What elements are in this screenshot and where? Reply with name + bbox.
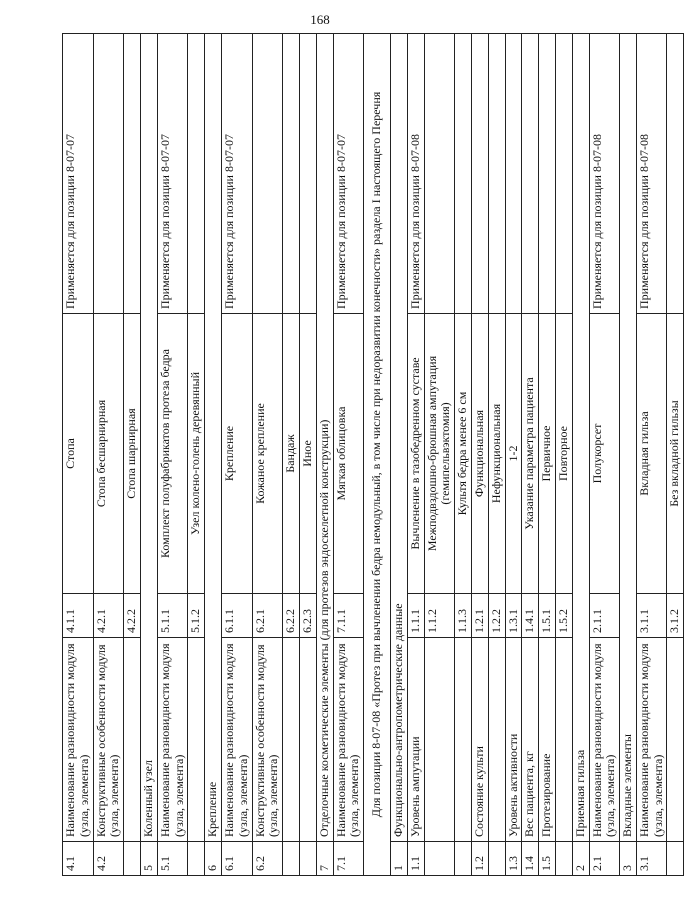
table-row <box>424 34 455 876</box>
table-row <box>188 34 205 876</box>
row-number: 2.1 <box>589 842 620 876</box>
section-note-row <box>364 34 391 876</box>
value-description: Вкладная гильза <box>636 314 667 594</box>
row-number: 3.1 <box>636 842 667 876</box>
row-number: 6 <box>205 842 222 876</box>
value-description: 1-2 <box>505 314 522 594</box>
table-row <box>522 34 539 876</box>
table-row <box>455 34 472 876</box>
table-row <box>471 34 488 876</box>
parameter-name <box>488 638 505 842</box>
value-code: 1.5.2 <box>555 594 572 638</box>
applicability-note <box>424 34 455 314</box>
table-row <box>407 34 424 876</box>
parameter-name: Вес пациента, кг <box>522 638 539 842</box>
section-title: Функционально-антропометрические данные <box>390 34 407 842</box>
applicability-note <box>522 34 539 314</box>
value-description: Иное <box>299 314 316 594</box>
page-number: 168 <box>310 12 330 27</box>
value-code: 5.1.1 <box>157 594 188 638</box>
value-description: Первичное <box>539 314 556 594</box>
section-row <box>572 34 589 876</box>
parameter-name <box>555 638 572 842</box>
parameter-name <box>283 638 300 842</box>
section-note: Для позиции 8-07-08 «Протез при вычленении бедра немодульный, в том числе при недоразвитии конечности» раздела I настоящего Перечня <box>364 34 391 876</box>
value-code: 1.2.1 <box>471 594 488 638</box>
table-body <box>63 34 684 876</box>
table-row <box>221 34 252 876</box>
section-row <box>316 34 333 876</box>
parameter-name: Наименование разновидности модуля (узла, элемента) <box>636 638 667 842</box>
applicability-note: Применяется для позиции 8-07-08 <box>589 34 620 314</box>
value-code: 1.1.2 <box>424 594 455 638</box>
applicability-note <box>539 34 556 314</box>
table-row <box>667 34 684 876</box>
table-row <box>636 34 667 876</box>
value-code: 4.2.1 <box>93 594 124 638</box>
value-description: Стопа <box>63 314 94 594</box>
row-number <box>555 842 572 876</box>
parameter-name <box>455 638 472 842</box>
applicability-note <box>555 34 572 314</box>
applicability-note: Применяется для позиции 8-07-08 <box>636 34 667 314</box>
row-number: 1.1 <box>407 842 424 876</box>
applicability-note <box>455 34 472 314</box>
table-row <box>157 34 188 876</box>
value-code: 1.2.2 <box>488 594 505 638</box>
row-number <box>424 842 455 876</box>
table-row <box>299 34 316 876</box>
parameter-name: Протезирование <box>539 638 556 842</box>
value-description: Функциональная <box>471 314 488 594</box>
row-number: 6.2 <box>252 842 283 876</box>
value-code: 3.1.1 <box>636 594 667 638</box>
value-code: 1.5.1 <box>539 594 556 638</box>
section-row <box>205 34 222 876</box>
parameter-name: Наименование разновидности модуля (узла, элемента) <box>221 638 252 842</box>
rotated-table-wrapper <box>62 34 682 876</box>
row-number: 1 <box>390 842 407 876</box>
parameter-name <box>124 638 141 842</box>
value-code: 1.4.1 <box>522 594 539 638</box>
value-description: Повторное <box>555 314 572 594</box>
row-number <box>455 842 472 876</box>
value-code: 6.1.1 <box>221 594 252 638</box>
parameter-name <box>188 638 205 842</box>
applicability-note: Применяется для позиции 8-07-08 <box>407 34 424 314</box>
value-code: 5.1.2 <box>188 594 205 638</box>
value-description: Без вкладной гильзы <box>667 314 684 594</box>
row-number <box>283 842 300 876</box>
value-description: Бандаж <box>283 314 300 594</box>
applicability-note: Применяется для позиции 8-07-07 <box>221 34 252 314</box>
applicability-note <box>252 34 283 314</box>
parameter-name <box>299 638 316 842</box>
row-number: 5 <box>140 842 157 876</box>
value-description: Вычленение в тазобедренном суставе <box>407 314 424 594</box>
value-code: 1.3.1 <box>505 594 522 638</box>
parameter-name: Уровень ампутации <box>407 638 424 842</box>
applicability-note <box>505 34 522 314</box>
applicability-note <box>299 34 316 314</box>
value-description: Стопа бесшарнирная <box>93 314 124 594</box>
applicability-note: Применяется для позиции 8-07-07 <box>63 34 94 314</box>
section-row <box>620 34 637 876</box>
row-number: 7.1 <box>333 842 364 876</box>
row-number <box>188 842 205 876</box>
value-description: Стопа шарнирная <box>124 314 141 594</box>
table-row <box>124 34 141 876</box>
parameter-name: Конструктивные особенности модуля (узла, элемента) <box>252 638 283 842</box>
section-title: Вкладные элементы <box>620 34 637 842</box>
row-number <box>299 842 316 876</box>
value-code: 3.1.2 <box>667 594 684 638</box>
value-description: Культя бедра менее 6 см <box>455 314 472 594</box>
row-number: 7 <box>316 842 333 876</box>
row-number: 2 <box>572 842 589 876</box>
value-code: 1.1.3 <box>455 594 472 638</box>
table-row <box>63 34 94 876</box>
table-row <box>488 34 505 876</box>
applicability-note <box>188 34 205 314</box>
applicability-note <box>93 34 124 314</box>
value-description: Межподвздошно-брюшная ампутация (гемипельвэктомия) <box>424 314 455 594</box>
applicability-note: Применяется для позиции 8-07-07 <box>157 34 188 314</box>
row-number: 1.4 <box>522 842 539 876</box>
row-number <box>488 842 505 876</box>
table-row <box>589 34 620 876</box>
parameter-name <box>424 638 455 842</box>
value-code: 7.1.1 <box>333 594 364 638</box>
row-number: 4.2 <box>93 842 124 876</box>
value-code: 6.2.3 <box>299 594 316 638</box>
value-code: 4.1.1 <box>63 594 94 638</box>
section-row <box>390 34 407 876</box>
table-row <box>252 34 283 876</box>
parameter-name: Конструктивные особенности модуля (узла, элемента) <box>93 638 124 842</box>
parameter-name: Состояние культи <box>471 638 488 842</box>
row-number: 1.3 <box>505 842 522 876</box>
value-description: Указание параметра пациента <box>522 314 539 594</box>
applicability-note <box>488 34 505 314</box>
section-title: Отделочные косметические элементы (для протезов эндоскелетной конструкции) <box>316 34 333 842</box>
parameter-name: Наименование разновидности модуля (узла, элемента) <box>157 638 188 842</box>
row-number: 1.5 <box>539 842 556 876</box>
section-title: Коленный узел <box>140 34 157 842</box>
row-number: 3 <box>620 842 637 876</box>
table-row <box>283 34 300 876</box>
parameter-name: Наименование разновидности модуля (узла, элемента) <box>333 638 364 842</box>
value-description: Полукорсет <box>589 314 620 594</box>
row-number: 5.1 <box>157 842 188 876</box>
applicability-note <box>283 34 300 314</box>
value-description: Комплект полуфабрикатов протеза бедра <box>157 314 188 594</box>
value-code: 4.2.2 <box>124 594 141 638</box>
row-number: 6.1 <box>221 842 252 876</box>
row-number: 1.2 <box>471 842 488 876</box>
parameter-name: Наименование разновидности модуля (узла, элемента) <box>63 638 94 842</box>
value-description: Нефункциональная <box>488 314 505 594</box>
value-code: 6.2.2 <box>283 594 300 638</box>
value-code: 6.2.1 <box>252 594 283 638</box>
parameter-name <box>667 638 684 842</box>
table-row <box>555 34 572 876</box>
row-number <box>124 842 141 876</box>
applicability-note <box>667 34 684 314</box>
section-title: Крепление <box>205 34 222 842</box>
value-description: Узел колено-голень деревянный <box>188 314 205 594</box>
table-row <box>505 34 522 876</box>
row-number: 4.1 <box>63 842 94 876</box>
section-title: Приемная гильза <box>572 34 589 842</box>
table-row <box>93 34 124 876</box>
row-number <box>667 842 684 876</box>
table-row <box>333 34 364 876</box>
specification-table <box>62 33 684 876</box>
value-description: Крепление <box>221 314 252 594</box>
value-code: 1.1.1 <box>407 594 424 638</box>
value-description: Кожаное крепление <box>252 314 283 594</box>
applicability-note: Применяется для позиции 8-07-07 <box>333 34 364 314</box>
applicability-note <box>124 34 141 314</box>
rotated-page-area <box>62 34 682 876</box>
value-description: Мягкая облицовка <box>333 314 364 594</box>
section-row <box>140 34 157 876</box>
value-code: 2.1.1 <box>589 594 620 638</box>
applicability-note <box>471 34 488 314</box>
table-row <box>539 34 556 876</box>
parameter-name: Уровень активности <box>505 638 522 842</box>
parameter-name: Наименование разновидности модуля (узла, элемента) <box>589 638 620 842</box>
